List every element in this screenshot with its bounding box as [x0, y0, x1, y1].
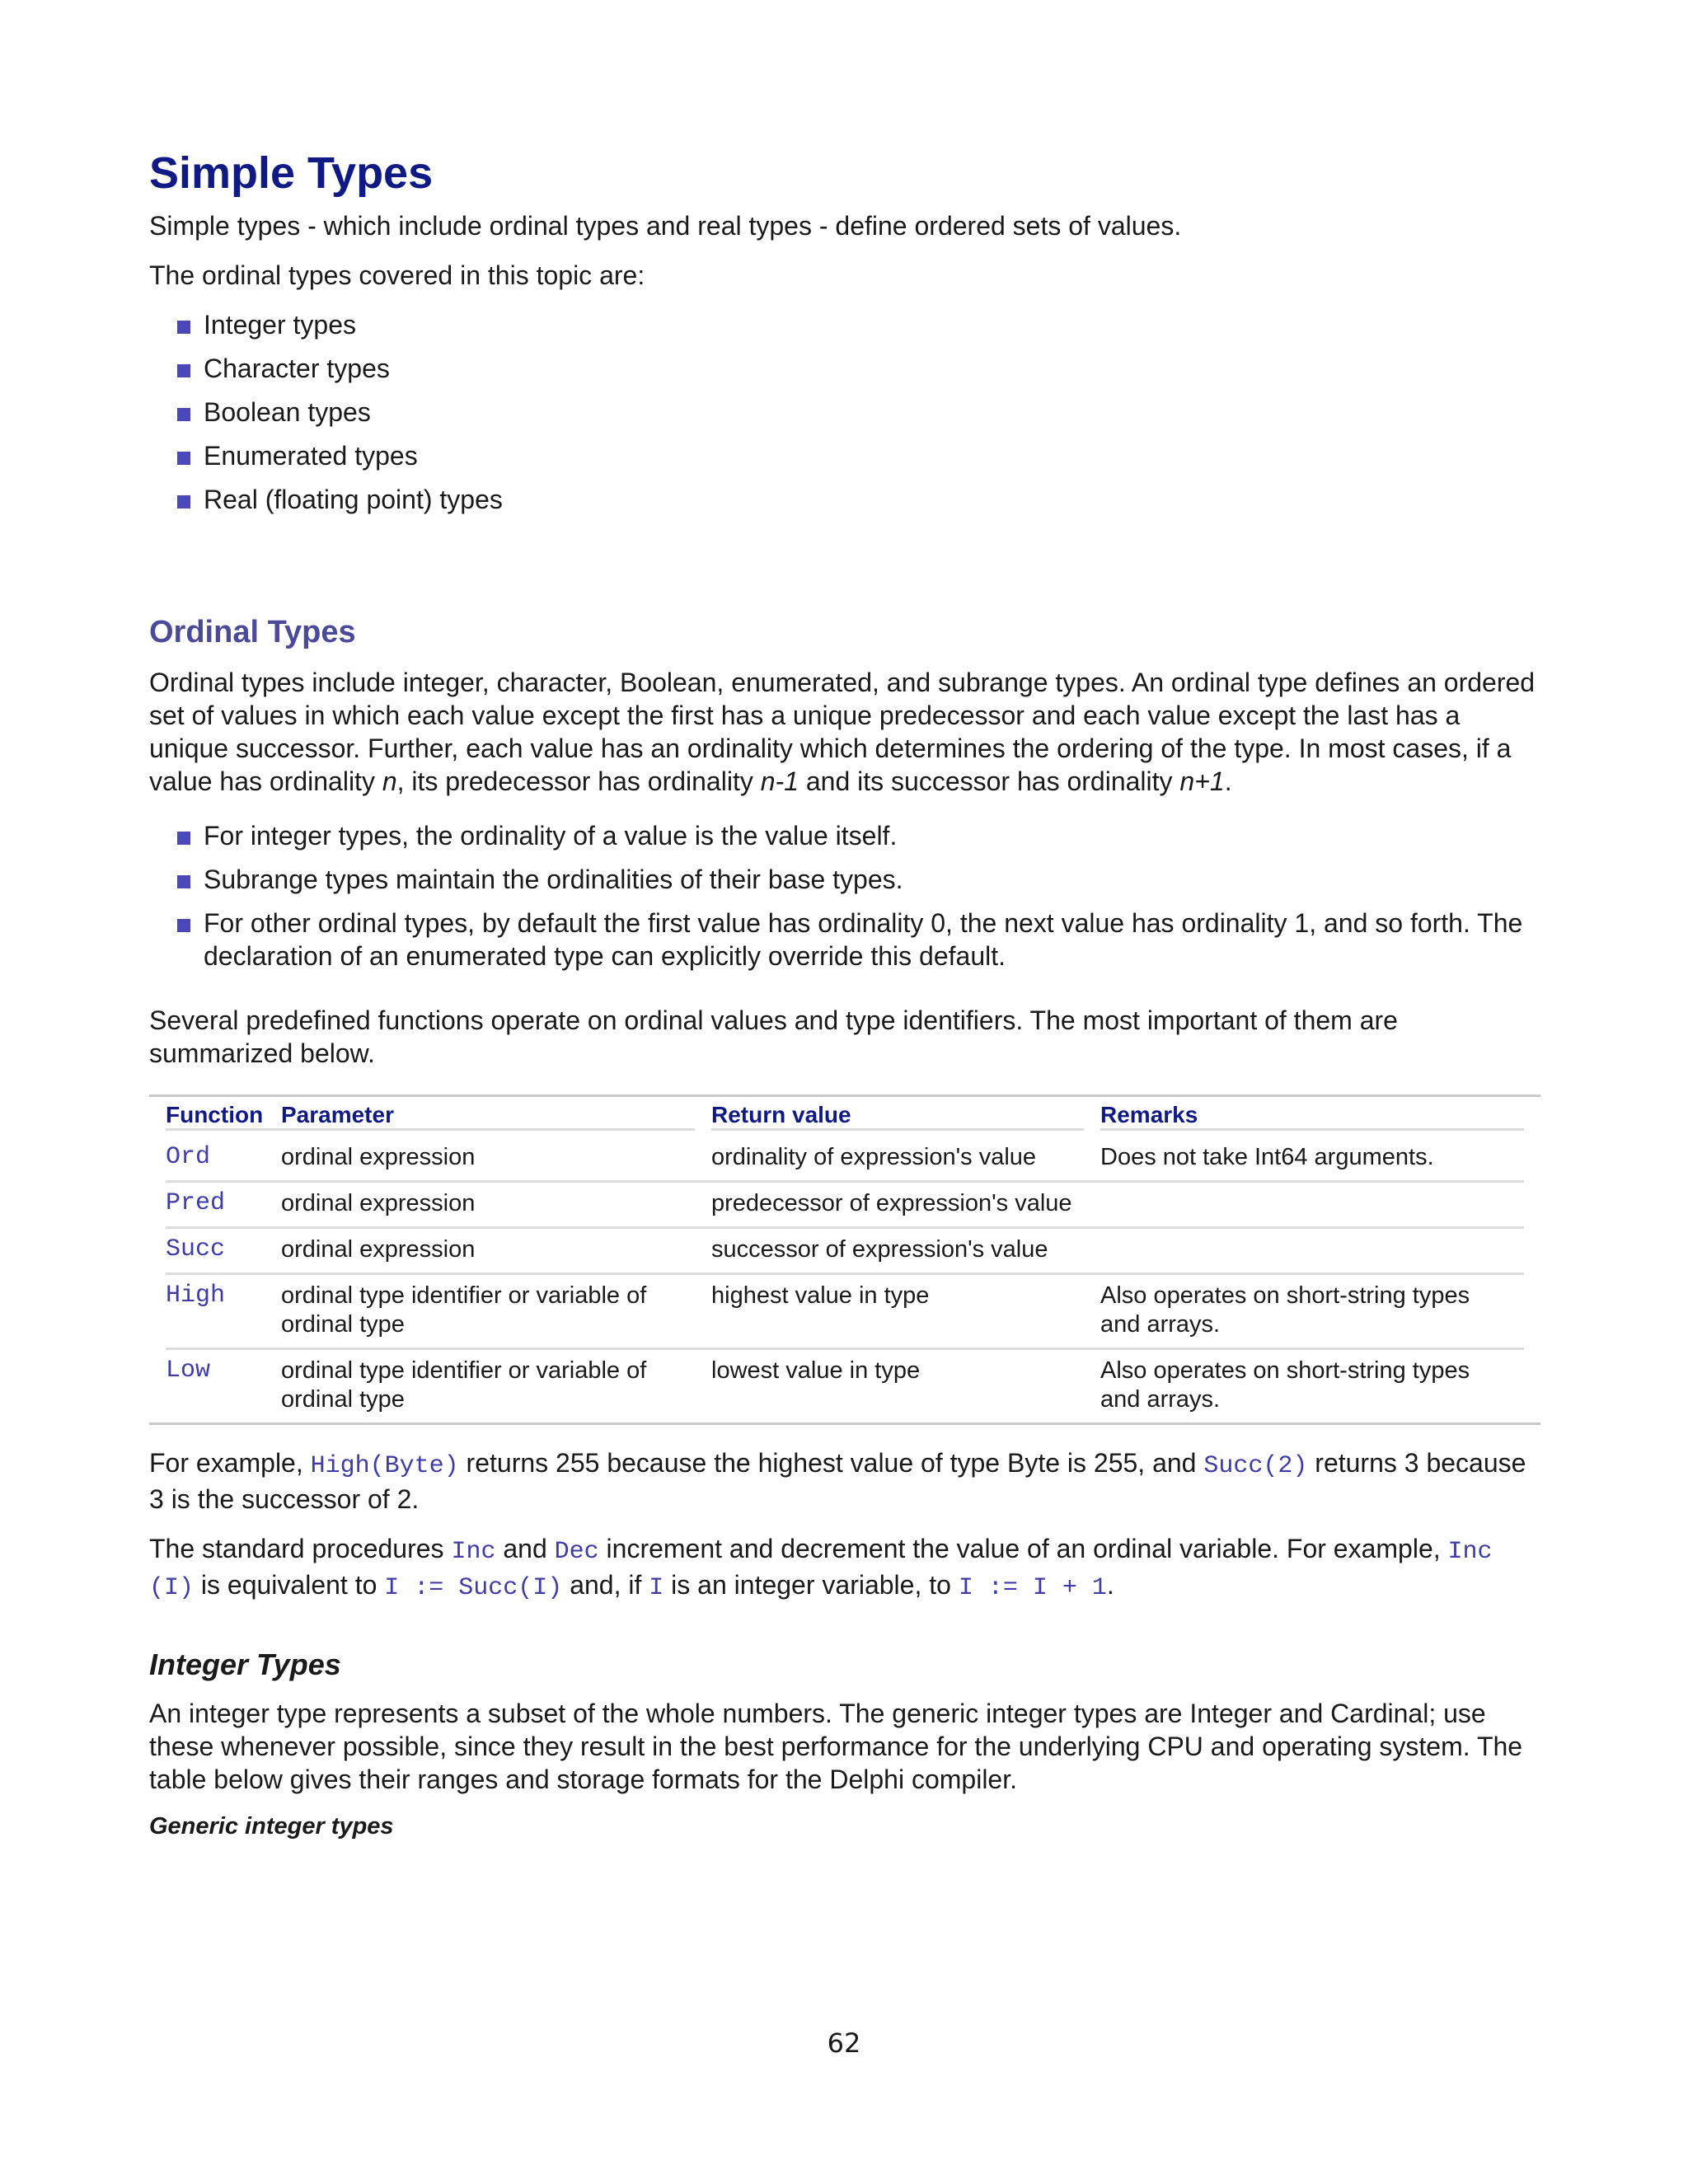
table-cell: Low [166, 1357, 211, 1385]
table-header: Function [166, 1097, 281, 1137]
ordinal-types-list [149, 308, 1540, 516]
table-cell [1100, 1228, 1524, 1274]
table-cell: lowest value in type [711, 1357, 921, 1384]
procedures-paragraph: The standard procedures Inc and Dec increment and decrement the value of an ordinal variable. For example, Inc (I) is equivalent to I := Succ(I) and, if I is an integer variable, to I := I + 1. [149, 1534, 1493, 1602]
table-row [166, 1228, 1524, 1274]
table-cell: predecessor of expression's value [711, 1190, 1072, 1216]
table-cell: ordinal type identifier or variable of ordinal type [281, 1282, 647, 1338]
table-header: Remarks [1100, 1097, 1524, 1137]
table-cell: Also operates on short-string types and arrays. [1100, 1357, 1470, 1413]
integer-types-paragraph: An integer type represents a subset of the whole numbers. The generic integer types are Integer and Cardinal; use these whenever possible, since they result in the best performance for the underlying CPU and operating system. The table below gives their ranges and storage formats for the Delphi compiler. [149, 1699, 1523, 1794]
table-cell: ordinal expression [281, 1190, 476, 1216]
table-cell: Also operates on short-string types and arrays. [1100, 1282, 1470, 1338]
list-item: Integer types [149, 308, 1540, 341]
ordinal-functions-table [149, 1094, 1540, 1425]
table-cell [1100, 1182, 1524, 1228]
example-paragraph: For example, High(Byte) returns 255 because the highest value of type Byte is 255, and Succ(2) returns 3 because 3 is the successor of 2. [149, 1448, 1526, 1514]
list-item: For integer types, the ordinality of a value is the value itself. [149, 819, 1540, 852]
square-bullet-icon [177, 495, 190, 509]
page-content [149, 144, 1540, 1842]
square-bullet-icon [177, 364, 190, 377]
table-cell: Does not take Int64 arguments. [1100, 1144, 1434, 1170]
table-cell: highest value in type [711, 1282, 930, 1309]
intro-text: Simple types - which include ordinal types and real types - define ordered sets of values. [149, 211, 1182, 241]
table-row [166, 1182, 1524, 1228]
ordinal-types-heading: Ordinal Types [149, 615, 356, 649]
table-cell: High [166, 1282, 226, 1310]
list-intro-text: The ordinal types covered in this topic are: [149, 260, 645, 290]
square-bullet-icon [177, 408, 190, 421]
list-item: Real (floating point) types [149, 483, 1540, 516]
table-header: Return value [711, 1097, 1100, 1137]
generic-integer-types-caption: Generic integer types [149, 1813, 394, 1840]
page-title: Simple Types [149, 148, 434, 198]
table-header: Parameter [281, 1097, 711, 1137]
table-row [166, 1137, 1524, 1182]
ordinal-types-paragraph: Ordinal types include integer, character, Boolean, enumerated, and subrange types. An ordinal type defines an ordered set of values in which each value except the first has a unique predecessor and each value except the last has a unique successor. Further, each value has an ordinality which determines the ordering of the type. In most cases, if a value has ordinality n, its predecessor has ordinality n-1 and its successor has ordinality n+1. [149, 668, 1536, 796]
square-bullet-icon [177, 919, 190, 932]
list-item: Subrange types maintain the ordinalities of their base types. [149, 863, 1540, 896]
functions-intro-text: Several predefined functions operate on ordinal values and type identifiers. The most important of them are summarized below. [149, 1005, 1398, 1068]
table-cell: successor of expression's value [711, 1236, 1048, 1263]
table-row [166, 1274, 1524, 1349]
square-bullet-icon [177, 452, 190, 465]
table-cell: ordinal expression [281, 1236, 476, 1263]
integer-types-heading: Integer Types [149, 1647, 341, 1681]
page-number: 62 [827, 2027, 861, 2059]
table-row [166, 1349, 1524, 1423]
table-cell: Ord [166, 1143, 211, 1171]
ordinality-rules-list [149, 819, 1540, 972]
table-cell: ordinality of expression's value [711, 1144, 1037, 1170]
list-item: Boolean types [149, 396, 1540, 429]
table-cell: Succ [166, 1235, 226, 1263]
list-item: Enumerated types [149, 439, 1540, 472]
table-cell: ordinal type identifier or variable of ordinal type [281, 1357, 647, 1413]
square-bullet-icon [177, 875, 190, 888]
list-item: Character types [149, 352, 1540, 385]
table-cell: Pred [166, 1189, 226, 1217]
table-header-row [166, 1097, 1524, 1137]
square-bullet-icon [177, 321, 190, 334]
square-bullet-icon [177, 832, 190, 845]
table-cell: ordinal expression [281, 1144, 476, 1170]
list-item: For other ordinal types, by default the first value has ordinality 0, the next value has ordinality 1, and so forth. The declaration of an enumerated type can explicitly override this default. [149, 907, 1540, 972]
